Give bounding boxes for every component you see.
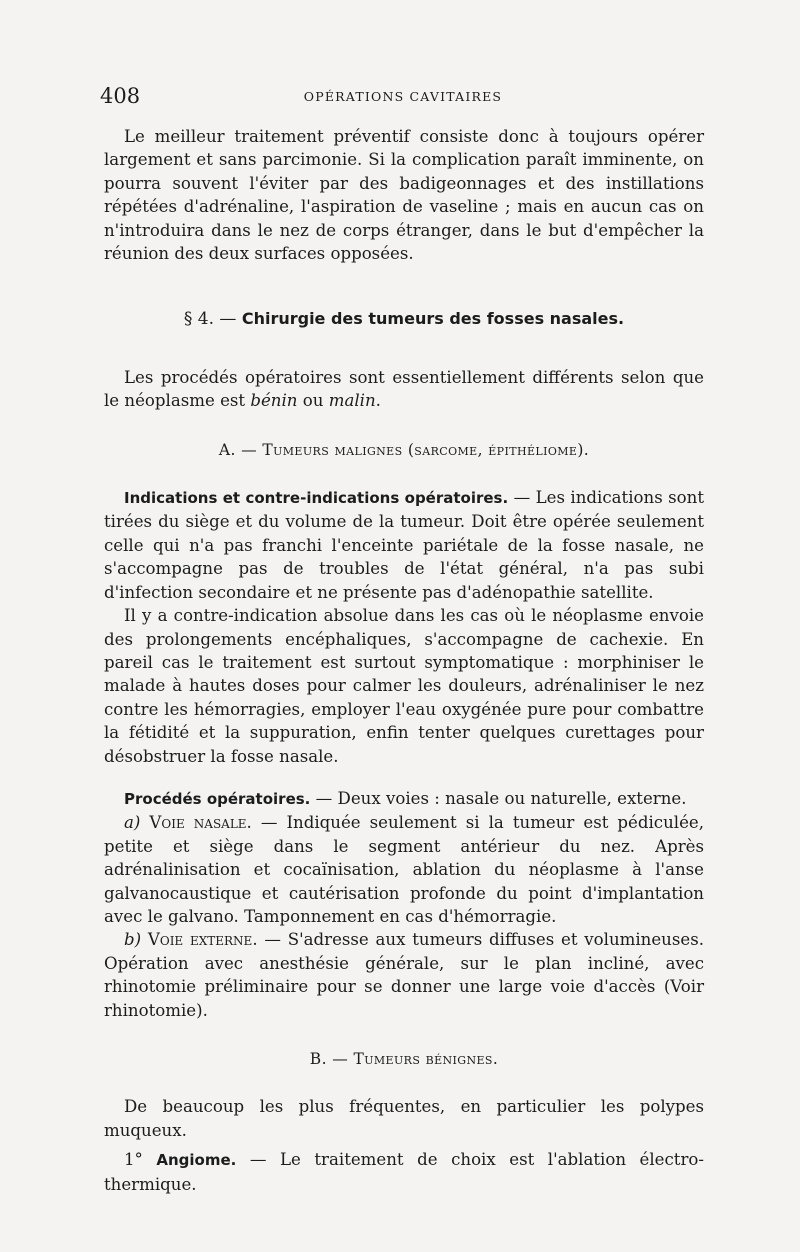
section-4-heading: [104, 307, 704, 331]
indications-text: — Les indications sont tirées du siège et du volume de la tumeur. Doit être opérée seulement celle qui n'a pas franchi l'enceinte pariétale de la fosse nasale, ne s'accompagne pas de troubles de l'état général, n'a pas subi d'infection secondaire et ne présente pas d'adénopathie satellite.: [104, 488, 704, 602]
voie-nasale-marker: a): [124, 813, 141, 833]
indications-lead: Indications et contre-indications opératoires.: [124, 489, 509, 508]
page-number: 408: [100, 84, 141, 108]
voie-externe-text: — S'adresse aux tumeurs diffuses et volumineuses. Opération avec anesthésie générale, sur le plan incliné, avec rhinotomie préliminaire pour se donner une large voie d'accès (Voir rhinotomie).: [104, 930, 704, 1020]
angiome-label: Angiome.: [156, 1151, 237, 1170]
section-a-heading: A. — Tumeurs malignes (sarcome, épithéliome).: [218, 440, 590, 459]
section-4-number: § 4. —: [183, 309, 237, 330]
voie-externe-label: Voie externe.: [147, 930, 258, 950]
voie-externe-marker: b): [124, 930, 142, 950]
intro-benin: bénin: [250, 391, 298, 411]
paragraph-angiome: [104, 1148, 704, 1196]
paragraph-intro: [104, 366, 704, 413]
running-head: OPÉRATIONS CAVITAIRES: [303, 89, 503, 104]
paragraph-indications: [104, 486, 704, 604]
section-b-heading: B. — Tumeurs bénignes.: [309, 1050, 499, 1068]
angiome-number: 1°: [124, 1150, 157, 1170]
page-header: [100, 84, 706, 114]
voie-nasale-text: — Indiquée seulement si la tumeur est pédiculée, petite et siège dans le segment antérieur du nez. Après adrénalinisation et cocaïnisation, ablation du néoplasme à l'anse galvanocaustique et cautérisation profonde du point d'implantation avec le galvano. Tamponnement en cas d'hémorragie.: [104, 813, 705, 926]
section-4-title: Chirurgie des tumeurs des fosses nasales.: [241, 309, 625, 329]
paragraph-contra-indications: Il y a contre-indication absolue dans les cas où le néoplasme envoie des prolongements encéphaliques, s'accompagne de cachexie. En pareil cas le traitement est surtout symptomatique : morphiniser le malade à hautes doses pour calmer les douleurs, adrénaliniser le nez contre les hémorragies, employer l'eau oxygénée pure pour combattre la fétidité et la suppuration, enfin tenter quelques curettages pour désobstruer la fosse nasale.: [104, 606, 704, 766]
procedes-lead: Procédés opératoires.: [124, 789, 311, 808]
paragraph-prevention: Le meilleur traitement préventif consiste donc à toujours opérer largement et sans parcimonie. Si la complication paraît imminente, on pourra souvent l'éviter par des badigeonnages et des instillations répétées d'adrénaline, l'aspiration de vaseline ; mais en aucun cas on n'introduira dans le nez de corps étranger, dans le but d'empêcher la réunion des deux surfaces opposées.: [104, 127, 704, 264]
paragraph-benignes: De beaucoup les plus fréquentes, en particulier les polypes muqueux.: [104, 1097, 704, 1140]
angiome-text: — Le traitement de choix est l'ablation électro-thermique.: [104, 1150, 704, 1194]
paragraph-procedes: [104, 787, 704, 811]
body-text: [104, 125, 704, 1196]
intro-text-ou: ou: [297, 391, 329, 411]
intro-malin: malin: [328, 391, 376, 411]
voie-nasale-label: Voie nasale.: [149, 813, 252, 833]
paragraph-voie-nasale: [104, 811, 704, 928]
paragraph-voie-externe: [104, 928, 704, 1022]
intro-text-before: Les procédés opératoires sont essentiellement différents selon que le néoplasme est: [104, 367, 704, 411]
procedes-text: — Deux voies : nasale ou naturelle, externe.: [310, 788, 687, 808]
intro-text-after: .: [375, 391, 381, 411]
